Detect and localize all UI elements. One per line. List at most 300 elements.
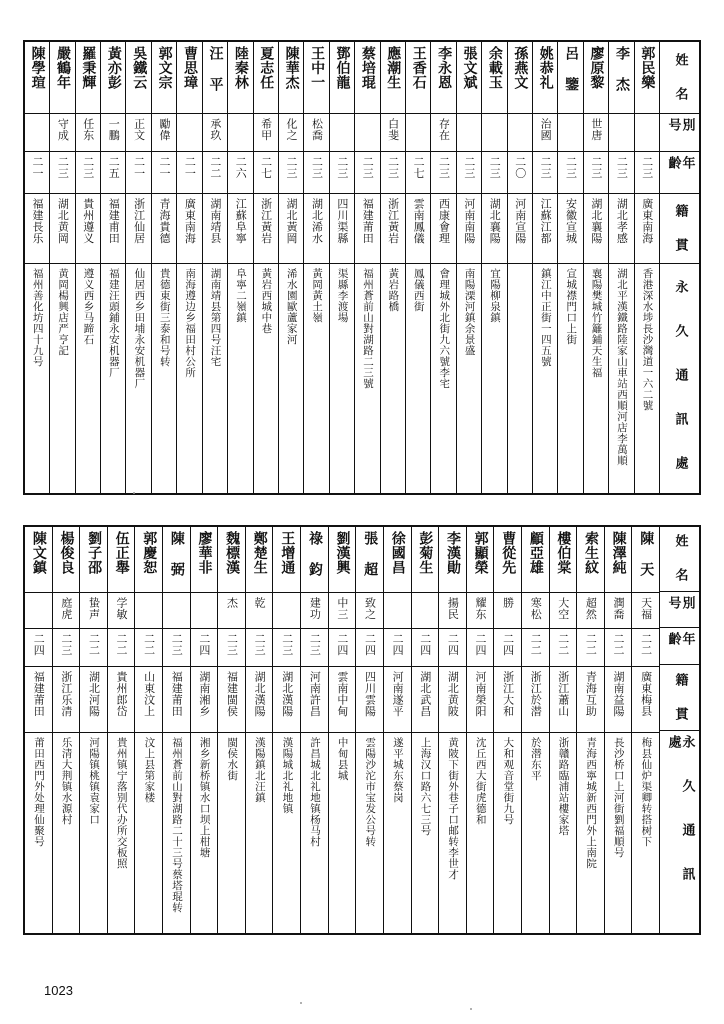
cell-age-text: 二七 [412,156,426,179]
cell-alias-text: 存在 [437,118,451,141]
cell-address-text: 河陽镇桃镇袁家口 [88,737,101,825]
cell-age-text: 二七 [259,156,273,179]
cell-address [218,733,245,933]
cell-address-text: 上海汉口路六七三号 [419,737,432,836]
cell-native-place-text: 西康會理 [437,198,451,244]
table-row [355,527,383,933]
cell-native-place-text: 四川渠縣 [335,198,349,244]
cell-native-place [482,194,506,264]
cell-name-text: 郭顯榮 [472,531,489,575]
table-row [634,42,659,493]
cell-native-place-text: 青海貴德 [158,198,172,244]
cell-alias [381,114,405,152]
cell-address [25,264,49,493]
cell-address [482,264,506,493]
cell-name [76,42,100,114]
cell-address [108,733,135,933]
cell-name [304,42,328,114]
cell-age [80,629,107,667]
cell-name [301,527,328,593]
cell-name-text: 嚴鶴年 [55,46,71,90]
cell-address [550,733,577,933]
table-row [329,42,354,493]
cell-native-place-text: 湖北黃岡 [285,198,299,244]
cell-name [246,527,273,593]
cell-native-place [126,194,150,264]
header-alias: 別 号 [660,114,699,152]
cell-alias [228,114,252,152]
table-row [466,527,494,933]
cell-alias [330,114,354,152]
cell-age-text: 二一 [30,156,44,179]
cell-native-place [609,194,633,264]
cell-alias-text: 揚民 [446,597,460,620]
cell-name [177,42,201,114]
cell-address-text: 鎮江中正街一四五號 [539,268,552,367]
cell-age [508,152,532,194]
cell-name [355,42,379,114]
cell-name [533,42,557,114]
cell-address [381,264,405,493]
table-row [549,527,577,933]
cell-age-text: 二三 [56,156,70,179]
cell-name-text: 王中一 [309,46,326,90]
cell-age [163,629,190,667]
cell-age-text: 二三 [280,633,294,656]
cell-name-text: 郭文宗 [156,46,173,90]
cell-age-text: 二二 [115,633,129,656]
cell-age-text: 二四 [32,633,46,656]
cell-name [228,42,252,114]
cell-age [355,152,379,194]
cell-native-place-text: 安徽宣城 [564,198,578,244]
cell-age-text: 二三 [640,156,654,179]
cell-native-place-text: 貴州遵义 [81,198,95,244]
cell-age [53,629,80,667]
table-row [583,42,608,493]
cell-address-text: 浙贛路臨浦站樓家塔 [557,737,570,836]
cell-address [301,733,328,933]
cell-alias [135,593,162,629]
cell-age-text: 二二 [142,633,156,656]
cell-address [101,264,125,493]
cell-native-place [191,667,218,733]
cell-name-text: 吳鐵云 [131,46,148,90]
cell-alias-text: 天福 [639,597,653,620]
cell-alias-text: 建功 [308,597,322,620]
table-row [354,42,379,493]
cell-native-place [163,667,190,733]
cell-address-text: 於潜东平 [529,737,542,781]
cell-name [609,42,633,114]
cell-address [228,264,252,493]
cell-name [254,42,278,114]
cell-name [431,42,455,114]
cell-age-text: 二二 [529,633,543,656]
cell-address [632,733,659,933]
cell-name-text: 孫燕文 [512,46,529,90]
cell-name [53,527,80,593]
cell-alias [218,593,245,629]
cell-address-text: 福州蒼前山對湖路二三號 [361,268,374,389]
cell-name-text: 陳 弼 [168,531,185,577]
cell-alias [482,114,506,152]
table-row [383,527,411,933]
cell-name [439,527,466,593]
cell-native-place-text: 雲南鳳儀 [412,198,426,244]
cell-address-text: 黄岡楊興店严亨記 [57,268,70,356]
cell-native-place-text: 河南南陽 [462,198,476,244]
table-row [253,42,278,493]
cell-name-text: 彭菊生 [417,531,434,575]
table-row [493,527,521,933]
cell-name-text: 李永恩 [436,46,453,90]
cell-name [494,527,521,593]
cell-address [279,264,303,493]
cell-age-text: 二二 [584,633,598,656]
cell-name-text: 陳文鎮 [30,531,47,575]
cell-alias [406,114,430,152]
cell-age [279,152,303,194]
table-row [49,42,74,493]
cell-age [228,152,252,194]
cell-address-text: 宜陽柳泉鎮 [489,268,502,323]
cell-alias-text: 松喬 [310,118,324,141]
cell-native-place-text: 福建莆田 [32,671,46,717]
cell-name-text: 羅秉輝 [80,46,97,90]
cell-alias-text: 勝 [501,597,515,609]
cell-name [508,42,532,114]
table-row [202,42,227,493]
cell-alias [550,593,577,629]
cell-name-text: 祿 鈞 [306,531,323,577]
table-row [227,42,252,493]
cell-name-text: 陸秦林 [232,46,249,90]
cell-age-text: 二四 [473,633,487,656]
cell-native-place [203,194,227,264]
cell-address-text: 襄陽樊城竹籬鋪天生福 [590,268,603,378]
cell-alias [609,114,633,152]
table-row [438,527,466,933]
cell-name-text: 徐國昌 [389,531,406,575]
cell-name-text: 鄧伯龍 [334,46,351,90]
cell-name [381,42,405,114]
cell-name [356,527,383,593]
cell-alias [273,593,300,629]
cell-native-place [522,667,549,733]
cell-native-place-text: 福建甫田 [107,198,121,244]
cell-alias [584,114,608,152]
cell-address-text: 漢陽鎮北汪鎮 [253,737,266,803]
header-name: 姓 名 [660,42,699,114]
cell-name-text: 陳澤純 [610,531,627,575]
cell-name [635,42,659,114]
cell-age [246,629,273,667]
cell-age [203,152,227,194]
cell-address [80,733,107,933]
cell-alias-text: 守成 [56,118,70,141]
cell-address-text: 宣城襟門口上街 [565,268,578,345]
cell-native-place [384,667,411,733]
cell-address [431,264,455,493]
cell-age-text: 二三 [285,156,299,179]
table-row [278,42,303,493]
cell-native-place [355,194,379,264]
table-row [576,527,604,933]
roster-table-top [23,40,701,495]
cell-address-text: 莆田西門外处理仙聚号 [32,737,45,847]
cell-address-text: 南海遵边乡福田村公所 [184,268,197,378]
cell-native-place [273,667,300,733]
cell-name-text: 黃亦彭 [105,46,122,90]
table-row [303,42,328,493]
cell-name [457,42,481,114]
cell-native-place [550,667,577,733]
cell-native-place [412,667,439,733]
cell-native-place-text: 浙江仙居 [132,198,146,244]
cell-name [273,527,300,593]
cell-native-place-text: 湖北黄陂 [446,671,460,717]
cell-age [632,629,659,667]
cell-alias [412,593,439,629]
cell-address [50,264,74,493]
cell-address-text: 湖北平漢鐵路陸家山車站西順河店李萬順 [616,268,629,466]
cell-address-text: 香港深水埗長沙灣道一六二號 [641,268,654,411]
cell-alias [494,593,521,629]
cell-name-text: 顧亞雄 [527,531,544,575]
cell-name-text: 鄭楚生 [251,531,268,575]
cell-address [329,733,356,933]
cell-native-place [381,194,405,264]
cell-native-place-text: 福建莆田 [361,198,375,244]
cell-name-text: 樓伯棠 [555,531,572,575]
cell-age-text: 二三 [335,156,349,179]
cell-native-place [558,194,582,264]
cell-native-place [177,194,201,264]
cell-age-text: 二三 [589,156,603,179]
cell-age-text: 二四 [391,633,405,656]
cell-age-text: 二三 [462,156,476,179]
cell-native-place [467,667,494,733]
cell-alias-text: 任东 [81,118,95,141]
cell-native-place-text: 浙江乐清 [59,671,73,717]
cell-native-place [457,194,481,264]
table-row [604,527,632,933]
cell-native-place-text: 河南許昌 [308,671,322,717]
cell-address-text: 雲陽沙沱市宝发公号转 [364,737,377,847]
cell-age-text: 二四 [418,633,432,656]
header-alias: 別 号 [660,592,699,628]
cell-name [152,42,176,114]
cell-age-text: 二三 [308,633,322,656]
cell-address-text: 阜寧二嶺鎮 [234,268,247,323]
cell-native-place [50,194,74,264]
cell-age [406,152,430,194]
cell-address [330,264,354,493]
cell-alias [163,593,190,629]
cell-age-text: 二五 [107,156,121,179]
cell-native-place-text: 江蘇阜寧 [234,198,248,244]
cell-address [584,264,608,493]
cell-name-text: 劉漢興 [334,531,351,575]
cell-alias [203,114,227,152]
cell-age-text: 二一 [158,156,172,179]
cell-alias-text: 蛰声 [87,597,101,620]
cell-address [304,264,328,493]
cell-name [482,42,506,114]
table-row [481,42,506,493]
cell-address-text: 貴州镇宁落别代办所交板照 [115,737,128,869]
cell-age [381,152,405,194]
table-row [176,42,201,493]
cell-address-text: 貴德東街三泰和号转 [158,268,171,367]
cell-address-text: 湖南靖县第四号汪宅 [209,268,222,367]
cell-address [356,733,383,933]
cell-native-place-text: 浙江大和 [501,671,515,717]
cell-alias [558,114,582,152]
cell-alias-text: 杰 [225,597,239,609]
table-row [532,42,557,493]
cell-age [431,152,455,194]
cell-address-text: 遂平城东蔡岗 [391,737,404,803]
cell-age [177,152,201,194]
cell-age [254,152,278,194]
cell-name [406,42,430,114]
cell-address [53,733,80,933]
cell-native-place-text: 浙江蕭山 [556,671,570,717]
cell-native-place-text: 福建長乐 [30,198,44,244]
cell-age [108,629,135,667]
cell-native-place-text: 青海互助 [584,671,598,717]
cell-address-text: 遵义西乡马蹄石 [82,268,95,345]
cell-native-place [508,194,532,264]
header-name: 姓 名 [660,527,699,592]
header-native-place: 籍 貫 [660,194,699,264]
table-row [456,42,481,493]
cell-alias [177,114,201,152]
table-row [125,42,150,493]
cell-address-text: 許昌城北礼地镇杨马村 [309,737,322,847]
cell-native-place [494,667,521,733]
cell-age [609,152,633,194]
page-number: 1023 [44,983,73,998]
cell-alias [301,593,328,629]
cell-address-text: 仙居西乡田埔永安机器厂 [133,268,146,389]
cell-age [135,629,162,667]
table-row [405,42,430,493]
cell-age [384,629,411,667]
cell-alias [25,114,49,152]
cell-age-text: 二三 [59,633,73,656]
cell-native-place-text: 山東汶上 [142,671,156,717]
cell-age-text: 二四 [363,633,377,656]
table-row [608,42,633,493]
cell-age-text: 二四 [335,633,349,656]
cell-age [467,629,494,667]
cell-age [605,629,632,667]
cell-native-place-text: 福建閩侯 [225,671,239,717]
cell-age [577,629,604,667]
cell-name [163,527,190,593]
table-row [151,42,176,493]
cell-address [609,264,633,493]
cell-name [584,42,608,114]
cell-address [25,733,52,933]
cell-native-place-text: 湖南靖县 [208,198,222,244]
cell-native-place-text: 河南榮阳 [473,671,487,717]
cell-age-text: 二一 [132,156,146,179]
cell-native-place [533,194,557,264]
cell-native-place-text: 湖南湘乡 [197,671,211,717]
cell-name [126,42,150,114]
header-age: 年 齡 [660,152,699,194]
table-row [430,42,455,493]
cell-native-place [329,667,356,733]
cell-name [108,527,135,593]
cell-name-text: 李漢勛 [444,531,461,575]
cell-age [50,152,74,194]
cell-name-text: 陳華杰 [283,46,300,90]
cell-address [355,264,379,493]
cell-native-place [53,667,80,733]
cell-native-place [635,194,659,264]
cell-address-text: 湘乡新桥镇水口坝上柑塘 [198,737,211,858]
cell-name [101,42,125,114]
table-row [25,42,49,493]
cell-alias-text: 大空 [556,597,570,620]
cell-age [584,152,608,194]
cell-address [384,733,411,933]
cell-alias [635,114,659,152]
table-row [75,42,100,493]
table-row [300,527,328,933]
cell-address-text: 福州蒼前山對湖路二十三号蔡塔琨转 [171,737,183,913]
cell-address-text: 南陽溧河鎮余景盛 [463,268,476,356]
cell-address [412,733,439,933]
cell-name-text: 索生紋 [583,531,600,575]
cell-age-text: 二三 [253,633,267,656]
cell-age [76,152,100,194]
cell-address [439,733,466,933]
cell-name [550,527,577,593]
cell-name [522,527,549,593]
cell-alias [431,114,455,152]
cell-name [203,42,227,114]
cell-age [550,629,577,667]
cell-native-place-text: 湖北武昌 [418,671,432,717]
cell-alias [191,593,218,629]
cell-name [25,527,52,593]
cell-name-text: 曹從先 [500,531,517,575]
cell-native-place-text: 河南遂平 [391,671,405,717]
cell-native-place-text: 福建莆田 [170,671,184,717]
cell-name [135,527,162,593]
cell-native-place [135,667,162,733]
cell-alias [126,114,150,152]
cell-address [457,264,481,493]
cell-address-text: 乐清大荆镇水源村 [60,737,73,825]
cell-native-place [101,194,125,264]
cell-native-place-text: 廣東南海 [183,198,197,244]
cell-alias [457,114,481,152]
cell-name [191,527,218,593]
cell-age-text: 二二 [612,633,626,656]
cell-native-place [301,667,328,733]
table-row [631,527,659,933]
cell-name-text: 呂 鑒 [563,46,580,92]
cell-age-text: 二一 [183,156,197,179]
cell-native-place-text: 四川雲陽 [363,671,377,717]
